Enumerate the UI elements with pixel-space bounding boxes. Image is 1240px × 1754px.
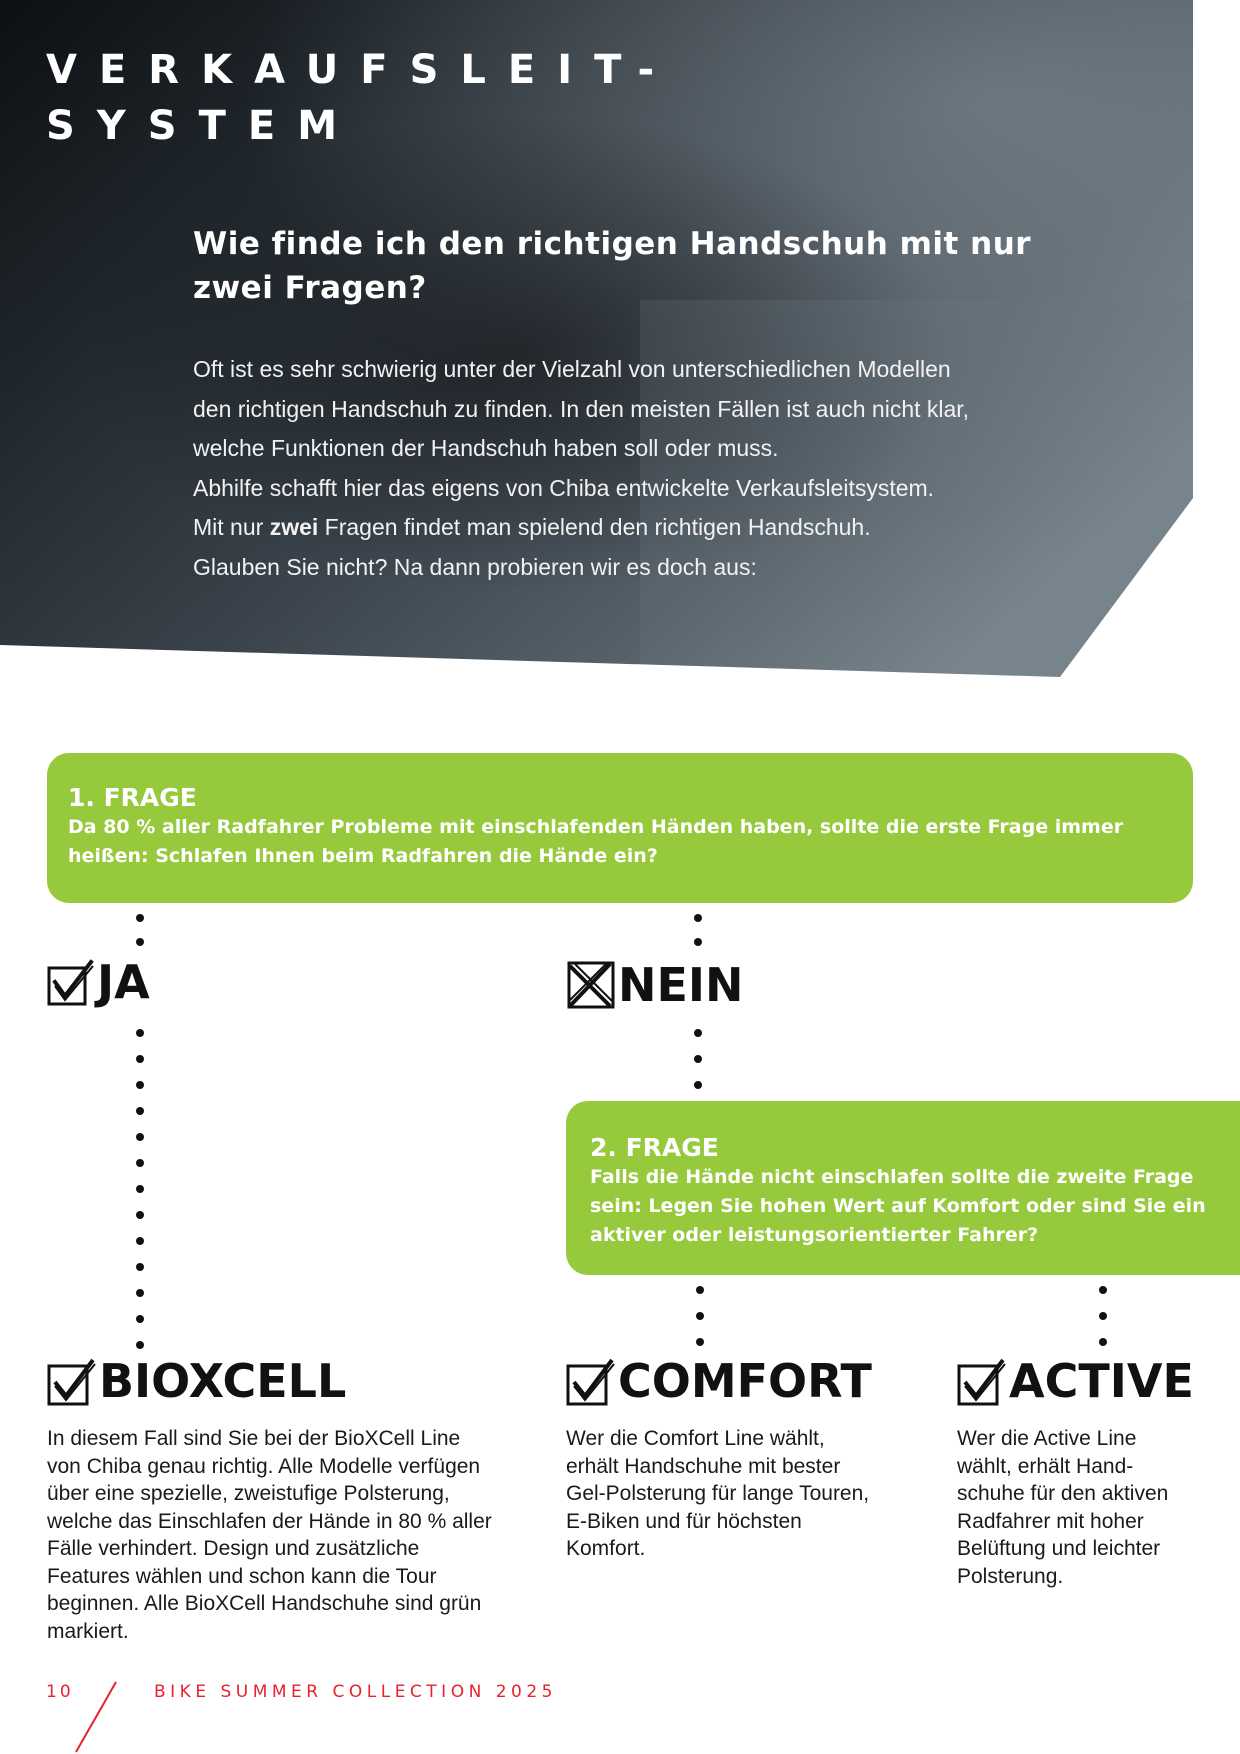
intro-text [193, 350, 1073, 587]
connector-dot [136, 1237, 144, 1245]
question-2-label: 2. FRAGE [590, 1133, 719, 1162]
connector-dot [696, 1338, 704, 1346]
connector-dot [1099, 1286, 1107, 1294]
connector-dot [136, 1159, 144, 1167]
checked-box-icon [47, 1356, 97, 1406]
connector-dot [136, 938, 144, 946]
intro-line: den richtigen Handschuh zu finden. In den meisten Fällen ist auch nicht klar, [193, 395, 970, 422]
question-1-label: 1. FRAGE [68, 783, 197, 812]
page-number: 10 [46, 1682, 74, 1702]
red-slash-divider [70, 1680, 120, 1754]
connector-dot [136, 1107, 144, 1115]
intro-emphasis: zwei [269, 514, 319, 540]
checked-box-icon [47, 958, 95, 1006]
active-description: Wer die Active Line wählt, erhält Hand-schuhe für den aktiven Radfahrer mit hoher Belüftung und leichter Polsterung. [957, 1427, 1169, 1588]
connector-dot [696, 1312, 704, 1320]
connector-dot [694, 914, 702, 922]
intro-text-part: Fragen findet man spielend den richtigen Handschuh. [318, 514, 871, 540]
checked-box-icon [957, 1356, 1007, 1406]
connector-dot [694, 938, 702, 946]
connector-dot [696, 1286, 704, 1294]
connector-dot [136, 1341, 144, 1349]
intro-text-part: Mit nur [193, 514, 270, 540]
intro-line: welche Funktionen der Handschuh haben soll oder muss. [193, 435, 779, 461]
comfort-description: Wer die Comfort Line wählt, erhält Handschuhe mit bester Gel-Polsterung für lange Touren, E-Biken und für höchsten Komfort. [566, 1427, 870, 1560]
active-heading [957, 1354, 1194, 1408]
title-line-1: VERKAUFSLEIT- [46, 47, 677, 93]
bioxcell-description: In diesem Fall sind Sie bei der BioXCell Line von Chiba genau richtig. Alle Modelle verfügen über eine spezielle, zweistufige Polsterung, welche das Einschlafen der Hände in 80 % aller Fälle verhindert. Design und zusätzliche Features wählen und schon kann die Tour beginnen. Alle BioXCell Handschuhe sind grün markiert. [47, 1427, 492, 1643]
collection-title: BIKE SUMMER COLLECTION 2025 [154, 1682, 557, 1702]
active-label: ACTIVE [1009, 1354, 1194, 1408]
connector-dot [136, 1029, 144, 1037]
answer-yes [47, 955, 150, 1009]
connector-dot [136, 1133, 144, 1141]
comfort-heading [566, 1354, 872, 1408]
title-line-2: SYSTEM [46, 103, 359, 149]
connector-dot [136, 914, 144, 922]
connector-dot [694, 1055, 702, 1063]
question-1-text: Da 80 % aller Radfahrer Probleme mit einschlafenden Händen haben, sollte die erste Frage immer heißen: Schlafen Ihnen beim Radfahren die Hände ein? [68, 816, 1124, 867]
connector-dot [694, 1081, 702, 1089]
answer-no [566, 958, 744, 1012]
question-1-box [47, 753, 1193, 903]
crossed-box-icon [566, 960, 616, 1010]
connector-dot [1099, 1312, 1107, 1320]
intro-line: Glauben Sie nicht? Na dann probieren wir es doch aus: [193, 553, 757, 580]
connector-dot [1099, 1338, 1107, 1346]
answer-no-label: NEIN [618, 958, 744, 1012]
checked-box-icon [566, 1356, 616, 1406]
intro-line: Abhilfe schafft hier das eigens von Chiba entwickelte Verkaufsleitsystem. [193, 474, 935, 501]
subtitle: Wie finde ich den richtigen Handschuh mit nur zwei Fragen? [193, 226, 1032, 306]
connector-dot [136, 1289, 144, 1297]
question-2-text: Falls die Hände nicht einschlafen sollte die zweite Frage sein: Legen Sie hohen Wert auf Komfort oder sind Sie ein aktiver oder leistungsorientierter Fahrer? [590, 1166, 1206, 1246]
connector-dot [136, 1263, 144, 1271]
connector-dot [694, 1029, 702, 1037]
connector-dot [136, 1081, 144, 1089]
intro-line: Oft ist es sehr schwierig unter der Vielzahl von unterschiedlichen Modellen [193, 356, 951, 382]
bioxcell-label: BIOXCELL [99, 1354, 347, 1408]
hero-banner [0, 0, 1240, 680]
connector-dot [136, 1055, 144, 1063]
question-2-box [566, 1101, 1240, 1275]
intro-line [193, 508, 1073, 548]
comfort-label: COMFORT [618, 1354, 872, 1408]
connector-dot [136, 1315, 144, 1323]
answer-yes-label: JA [97, 955, 150, 1009]
bioxcell-heading [47, 1354, 346, 1408]
connector-dot [136, 1185, 144, 1193]
connector-dot [136, 1211, 144, 1219]
page-title [46, 42, 676, 154]
